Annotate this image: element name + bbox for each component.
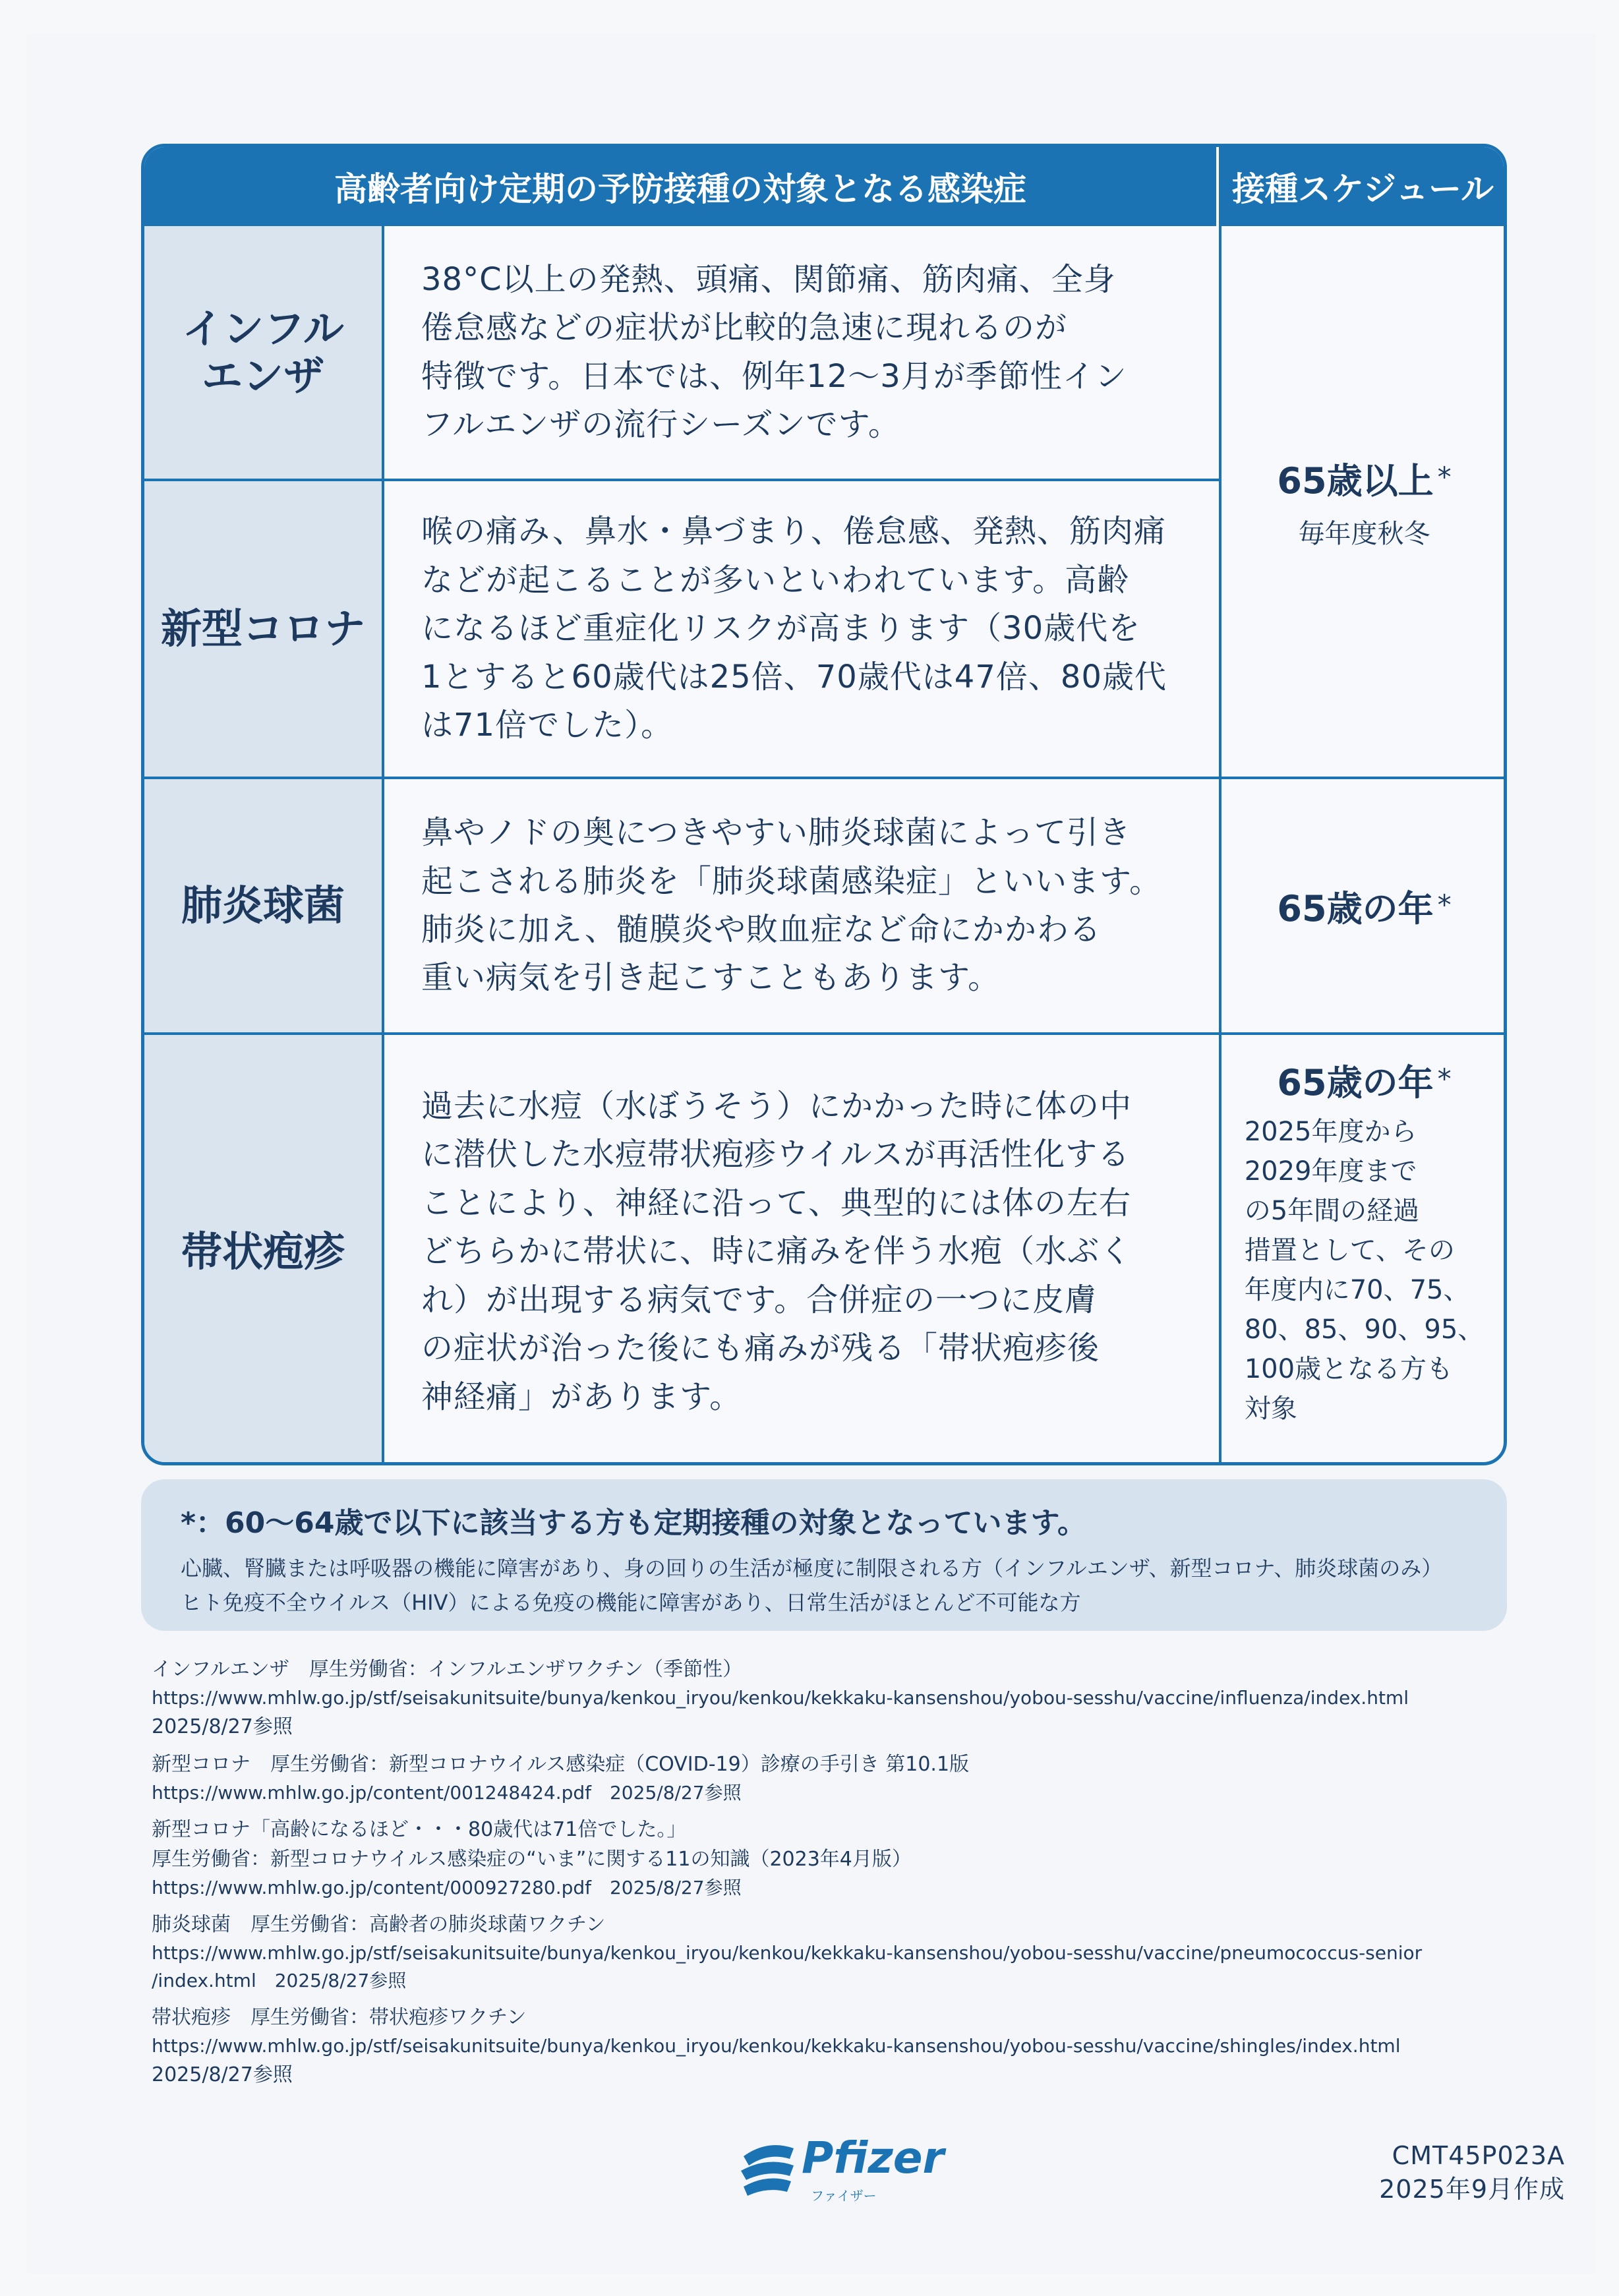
asterisk-mark: * bbox=[1437, 460, 1452, 493]
schedule-age: 65歳以上 bbox=[1277, 459, 1434, 502]
footnote-line: ヒト免疫不全ウイルス（HIV）による免疫の機能に障害があり、日常生活がほとんど不可能な方 bbox=[181, 1590, 1081, 1615]
disease-name-influenza: インフル エンザ bbox=[144, 226, 384, 479]
reference-item: 新型コロナ「高齢になるほど・・・80歳代は71倍でした。」 厚生労働省：新型コロナウイルス感染症の“いま”に関する11の知識（2023年4月版） https://www.mhlw.go.jp/content/000927280.pdf 2025/8/27参照 bbox=[152, 1815, 1503, 1902]
disease-name-shingles: 帯状疱疹 bbox=[144, 1035, 384, 1465]
reference-url[interactable]: https://www.mhlw.go.jp/content/001248424.pdf 2025/8/27参照 bbox=[152, 1782, 742, 1804]
reference-url[interactable]: https://www.mhlw.go.jp/stf/seisakunitsuite/bunya/kenkou_iryou/kenkou/kekkaku-kansenshou/yobou-sesshu/vaccine/pneumococcus-senior bbox=[152, 1942, 1423, 1964]
references bbox=[152, 1655, 1503, 2098]
vaccine-table bbox=[141, 144, 1507, 1465]
table-header bbox=[144, 147, 1504, 226]
header-disease: 高齢者向け定期の予防接種の対象となる感染症 bbox=[144, 147, 1219, 226]
reference-url[interactable]: https://www.mhlw.go.jp/content/000927280.pdf 2025/8/27参照 bbox=[152, 1877, 742, 1899]
asterisk-mark: * bbox=[1437, 1063, 1452, 1095]
disease-description-pneumococcus: 鼻やノドの奥につきやすい肺炎球菌によって引き 起こされる肺炎を「肺炎球菌感染症」といいます。 肺炎に加え、髄膜炎や敗血症など命にかかわる 重い病気を引き起こすこともあります。 bbox=[421, 814, 1162, 997]
pfizer-logo-icon bbox=[737, 2136, 798, 2197]
document-date: 2025年9月作成 bbox=[1379, 2175, 1565, 2204]
schedule-age: 65歳の年 bbox=[1277, 887, 1434, 929]
document-code bbox=[1379, 2139, 1565, 2207]
reference-item: 新型コロナ 厚生労働省：新型コロナウイルス感染症（COVID-19）診療の手引き 第10.1版 https://www.mhlw.go.jp/content/001248424.pdf 2025/8/27参照 bbox=[152, 1750, 1503, 1807]
reference-url[interactable]: https://www.mhlw.go.jp/stf/seisakunitsuite/bunya/kenkou_iryou/kenkou/kekkaku-kansenshou/yobou-sesshu/vaccine/influenza/index.html bbox=[152, 1687, 1409, 1709]
disease-name-pneumococcus: 肺炎球菌 bbox=[144, 779, 384, 1032]
document-id: CMT45P023A bbox=[1392, 2141, 1565, 2170]
schedule-note: 2025年度から 2029年度まで の5年間の経過 措置として、その 年度内に70、75、 80、85、90、95、 100歳となる方も 対象 bbox=[1244, 1117, 1485, 1424]
footnote-title: *：60～64歳で以下に該当する方も定期接種の対象となっています。 bbox=[181, 1506, 1086, 1540]
header-schedule: 接種スケジュール bbox=[1232, 170, 1494, 208]
logo-kana: ファイザー bbox=[811, 2188, 877, 2204]
disease-description-covid: 喉の痛み、鼻水・鼻づまり、倦怠感、発熱、筋肉痛 などが起こることが多いといわれています。高齢 になるほど重症化リスクが高まります（30歳代を 1とすると60歳代は25倍、70歳代は47倍、80歳代 は71倍でした）。 bbox=[421, 513, 1167, 744]
pfizer-logo bbox=[737, 2133, 945, 2205]
reference-item: 帯状疱疹 厚生労働省：帯状疱疹ワクチン https://www.mhlw.go.jp/stf/seisakunitsuite/bunya/kenkou_iryou/kenkou/kekkaku-kansenshou/yobou-sesshu/vaccine/shingles/index.html 2025/8/27参照 bbox=[152, 2003, 1503, 2090]
footnote-line: 心臓、腎臓または呼吸器の機能に障害があり、身の回りの生活が極度に制限される方（インフルエンザ、新型コロナ、肺炎球菌のみ） bbox=[181, 1556, 1443, 1581]
schedule-timing: 毎年度秋冬 bbox=[1298, 518, 1430, 549]
logo-wordmark: Pfizer bbox=[802, 2133, 945, 2183]
schedule-age: 65歳の年 bbox=[1277, 1062, 1434, 1104]
reference-url[interactable]: https://www.mhlw.go.jp/stf/seisakunitsuite/bunya/kenkou_iryou/kenkou/kekkaku-kansenshou/yobou-sesshu/vaccine/shingles/index.html bbox=[152, 2035, 1401, 2057]
disease-description-influenza: 38°C以上の発熱、頭痛、関節痛、筋肉痛、全身 倦怠感などの症状が比較的急速に現れるのが 特徴です。日本では、例年12～3月が季節性イン フルエンザの流行シーズンです。 bbox=[421, 260, 1127, 443]
asterisk-mark: * bbox=[1437, 888, 1452, 921]
reference-item: インフルエンザ 厚生労働省：インフルエンザワクチン（季節性） https://www.mhlw.go.jp/stf/seisakunitsuite/bunya/kenkou_iryou/kenkou/kekkaku-kansenshou/yobou-sesshu/vaccine/influenza/index.html 2025/8/27参照 bbox=[152, 1655, 1503, 1742]
disease-name-covid: 新型コロナ bbox=[144, 481, 384, 777]
disease-description-shingles: 過去に水痘（水ぼうそう）にかかった時に体の中 に潜伏した水痘帯状疱疹ウイルスが再活性化する ことにより、神経に沿って、典型的には体の左右 どちらかに帯状に、時に痛みを伴う水疱（水ぶく れ）が出現する病気です。合併症の一つに皮膚 の症状が治った後にも痛みが残る「帯状疱疹後 神経痛」があります。 bbox=[421, 1087, 1133, 1415]
schedule-shingles bbox=[1222, 1035, 1507, 1465]
schedule-pneumococcus bbox=[1222, 779, 1507, 1032]
footnote-box bbox=[141, 1479, 1507, 1631]
reference-item: 肺炎球菌 厚生労働省：高齢者の肺炎球菌ワクチン https://www.mhlw.go.jp/stf/seisakunitsuite/bunya/kenkou_iryou/kenkou/kekkaku-kansenshou/yobou-sesshu/vaccine/pneumococcus-senior /index.html 2025/8/27参照 bbox=[152, 1910, 1503, 1995]
schedule-flu-covid bbox=[1222, 226, 1507, 777]
